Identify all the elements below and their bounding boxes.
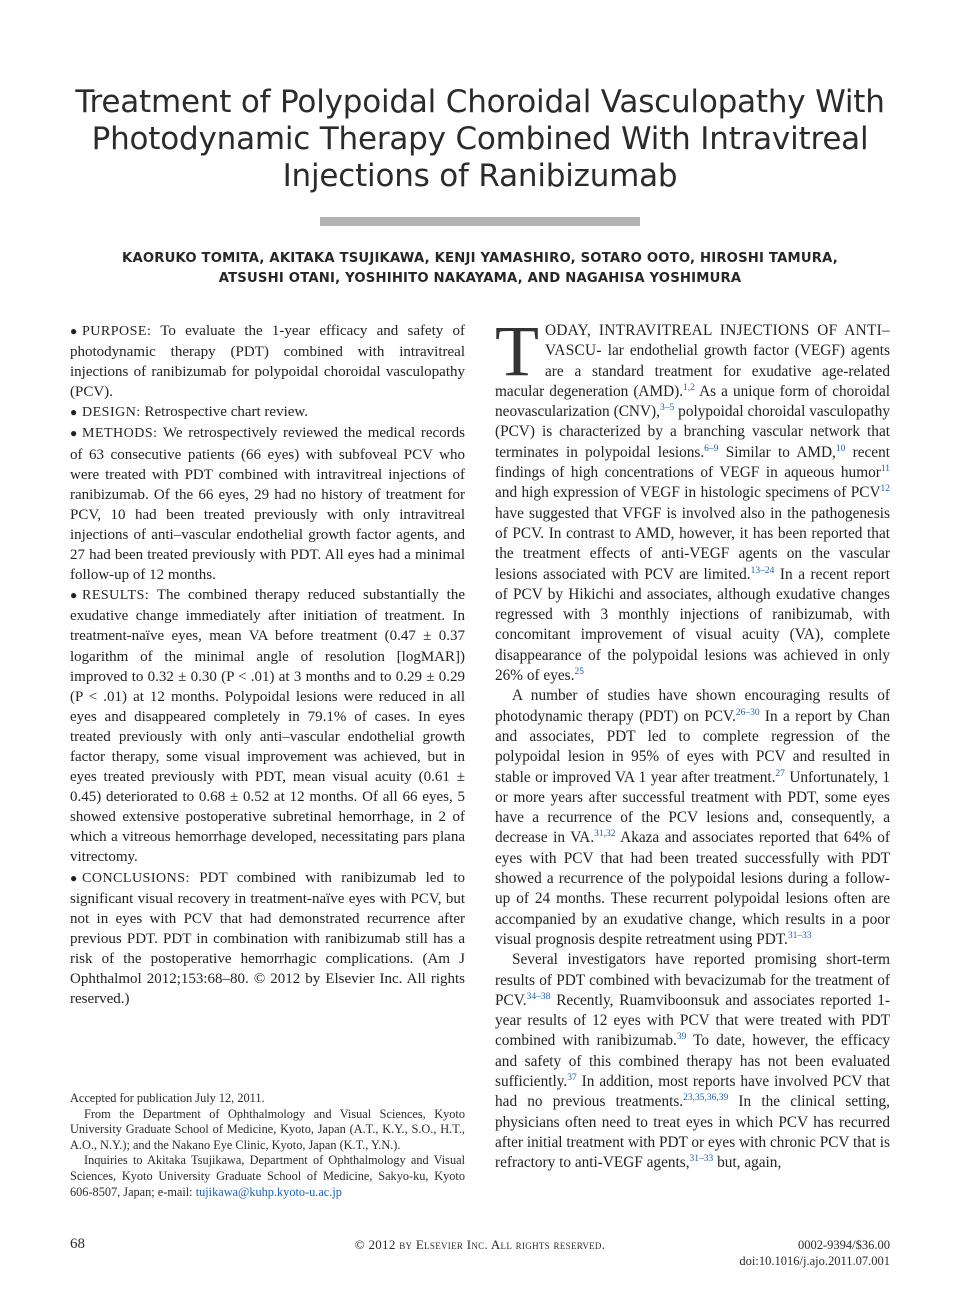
citation-link[interactable]: 27 (775, 768, 785, 779)
issn: 0002-9394/$36.00 (797, 1238, 890, 1252)
text-run: recent findings of high concentrations of VEGF in aqueous humor (495, 443, 890, 482)
copyright-notice: © 2012 by Elsevier Inc. All rights reserved. (354, 1237, 606, 1252)
lead-in: ODAY, INTRAVITREAL INJECTIONS OF ANTI–VASCU- (544, 322, 890, 360)
abstract-design (70, 402, 465, 423)
citation-link[interactable]: 31,32 (594, 829, 616, 840)
abstract-methods (70, 423, 465, 585)
citation-link[interactable]: 31–33 (787, 930, 812, 941)
bullet-icon: ● (70, 324, 78, 338)
text-run: but, again, (713, 1154, 782, 1172)
text-run: In a recent report of PCV by Hikichi and associates, although exudative changes regressed with 3 monthly injections of ranibizumab, with concomitant improvement of visual acuity (VA), complete disappearance of the polypoidal lesions was achieved in only 26% of eyes. (495, 565, 890, 685)
abstract-results (70, 585, 465, 867)
citation-link[interactable]: 10 (835, 443, 846, 454)
abstract-label: METHODS: (82, 426, 158, 442)
abstract-text: The combined therapy reduced substantially the exudative change immediately after initiation of treatment. In treatment-naïve eyes, mean VA before treatment (0.47 ± 0.37 logarithm of the minimal angle of resolution [logMAR]) improved to 0.32 ± 0.30 (P < .01) at 3 months and to 0.29 ± 0.29 (P < .01) at 12 months. Polypoidal lesions were reduced in all eyes and disappeared completely in 79.1% of cases. In eyes treated previously with only anti–vascular endothelial growth factor therapy, some visual improvement was achieved, but in eyes treated previously with PDT, mean visual acuity (0.61 ± 0.45) deteriorated to 0.68 ± 0.52 at 12 months. Of all 66 eyes, 5 showed extensive postoperative subretinal hemorrhage, in 2 of which a vitreous hemorrhage developed, necessitating pars plana vitrectomy. (70, 587, 465, 866)
text-run: Several investigators have reported promising short-term results of PDT combined with bevacizumab for the treatment of PCV. (495, 951, 890, 1009)
citation-link[interactable]: 1,2 (683, 382, 695, 393)
page-number: 68 (70, 1236, 85, 1252)
body-paragraph-3 (495, 950, 890, 1173)
abstract-label: DESIGN: (82, 405, 141, 421)
text-run: Recently, Ruamviboonsuk and associates reported 1-year results of 12 eyes with PCV that were treated with PDT combined with ranibizumab. (495, 991, 890, 1050)
abstract-text: To evaluate the 1-year efficacy and safety of photodynamic therapy (PDT) combined with intravitreal injections of ranibizumab for polypoidal choroidal vasculopathy (PCV). (70, 323, 466, 401)
citation-link[interactable]: 31–33 (689, 1154, 714, 1165)
citation-link[interactable]: 13–24 (750, 565, 775, 576)
email-link[interactable]: tujikawa@kuhp.kyoto-u.ac.jp (195, 1184, 342, 1199)
body-paragraph-2 (495, 686, 890, 950)
page-footer (70, 1236, 890, 1276)
affiliation-note: From the Department of Ophthalmology and Visual Sciences, Kyoto University Graduate School of Medicine, Kyoto, Japan (A.T., K.Y., S.O., H.T., A.O., N.Y.); and the Nakano Eye Clinic, Kyoto, Japan (K.T., Y.N.). (70, 1106, 465, 1152)
article-identifiers (739, 1237, 890, 1269)
abstract-text: PDT combined with ranibizumab led to significant visual recovery in treatment-naïve eyes with PCV, but not in eyes with PCV that had demonstrated recurrence after previous PDT. PDT in combination with ranibizumab still has a risk of the postoperative hemorrhagic complications. (Am J Ophthalmol 2012;153:68–80. © 2012 by Elsevier Inc. All rights reserved.) (70, 869, 465, 1008)
article-title: Treatment of Polypoidal Choroidal Vasculopathy With Photodynamic Therapy Combined With Intravitreal Injections of Ranibizumab (75, 84, 885, 194)
abstract-label: PURPOSE: (82, 324, 152, 339)
abstract-label: RESULTS: (82, 588, 150, 604)
citation-link[interactable]: 25 (574, 667, 584, 678)
text-run: To date, however, the efficacy and safety of this combined therapy has not been evaluated sufficiently. (495, 1032, 890, 1090)
citation-link[interactable]: 12 (880, 484, 890, 495)
doi-link[interactable]: doi:10.1016/j.ajo.2011.07.001 (739, 1254, 890, 1268)
text-run: and high expression of VEGF in histologic specimens of PCV (495, 484, 881, 502)
text-run: In the clinical setting, physicians often need to treat eyes in which PCV has recurred after initial treatment with PDT or eyes with chronic PCV that is refractory to anti-VEGF agents, (495, 1093, 891, 1172)
title-divider (320, 217, 640, 226)
citation-link[interactable]: 11 (880, 464, 890, 475)
body-text (495, 311, 891, 1173)
text-run: Akaza and associates reported that 64% of eyes with PCV that had been treated successfully with PDT showed a recurrence of the polypoidal lesions during a follow-up of 24 months. These recurrent polypoidal lesions often are accompanied by an exudative change, which results in a poor visual prognosis despite retreatment using PDT. (495, 829, 890, 948)
abstract-conclusions (70, 868, 465, 1010)
abstract-label: CONCLUSIONS: (82, 870, 190, 886)
abstract-text: We retrospectively reviewed the medical records of 63 consecutive patients (66 eyes) with subfoveal PCV who were treated with PDT combined with intravitreal injections of ranibizumab. Of the 66 eyes, 29 had no history of treatment for PCV, 10 had been treated previously with only intravitreal injections of anti–vascular endothelial growth factor agents, and 27 had been treated previously with PDT. All eyes had a minimal follow-up of 12 months. (70, 425, 465, 584)
text-run: Similar to AMD, (718, 443, 836, 461)
abstract-purpose (70, 321, 465, 402)
text-run: have suggested that VFGF is involved also in the pathogenesis of PCV. In contrast to AMD, however, it has been reported that the treatment effects of anti-VEGF agents on the vascular lesions associated with PCV are limited. (495, 504, 890, 583)
text-run: In addition, most reports have involved PCV that had no previous treatments. (495, 1072, 890, 1111)
abstract-text: Retrospective chart review. (144, 404, 309, 421)
citation-link[interactable]: 3–5 (659, 403, 675, 414)
author-line-2: ATSUSHI OTANI, YOSHIHITO NAKAYAMA, AND NAGAHISA YOSHIMURA (218, 271, 742, 286)
author-list (60, 249, 900, 289)
text-run: A number of studies have shown encouraging results of photodynamic therapy (PDT) on PCV. (495, 687, 890, 725)
accepted-note: Accepted for publication July 12, 2011. (70, 1091, 265, 1105)
bullet-icon: ● (70, 405, 78, 420)
citation-link[interactable]: 39 (676, 1032, 687, 1043)
citation-link[interactable]: 37 (567, 1072, 577, 1083)
abstract (70, 321, 465, 1009)
author-line-1: KAORUKO TOMITA, AKITAKA TSUJIKAWA, KENJI YAMASHIRO, SOTARO OOTO, HIROSHI TAMURA, (122, 251, 838, 266)
text-run: polypoidal choroidal vasculopathy (PCV) is characterized by a branching vascular network that terminates in polypoidal lesions. (495, 403, 890, 461)
drop-cap: T (495, 311, 539, 391)
text-run: In a report by Chan and associates, PDT led to complete regression of the polypoidal lesion in 95% of eyes with PCV and resulted in stable or improved VA 1 year after treatment. (495, 707, 890, 786)
citation-link[interactable]: 6–9 (704, 443, 719, 454)
body-paragraph-1 (495, 311, 891, 686)
text-run: lar endothelial growth factor (VEGF) agents are a standard treatment for exudative age-related macular degeneration (AMD). (495, 342, 891, 400)
inquiries-text: Inquiries to Akitaka Tsujikawa, Department of Ophthalmology and Visual Sciences, Kyoto University Graduate School of Medicine, Sakyo-ku, Kyoto 606-8507, Japan; e-mail: (70, 1153, 465, 1199)
citation-link[interactable]: 34–38 (526, 991, 551, 1002)
text-run: Unfortunately, 1 or more years after successful treatment with PDT, some eyes have a recurrence of the PCV lesions and, consequently, a decrease in VA. (495, 768, 891, 847)
inquiries-note (70, 1153, 465, 1200)
bullet-icon: ● (70, 588, 78, 603)
bullet-icon: ● (70, 870, 78, 885)
citation-link[interactable]: 23,35,36,39 (683, 1093, 729, 1104)
footnotes (70, 1091, 465, 1200)
citation-link[interactable]: 26–30 (735, 707, 760, 718)
bullet-icon: ● (70, 426, 78, 441)
text-run: As a unique form of choroidal neovascularization (CNV), (495, 382, 890, 421)
